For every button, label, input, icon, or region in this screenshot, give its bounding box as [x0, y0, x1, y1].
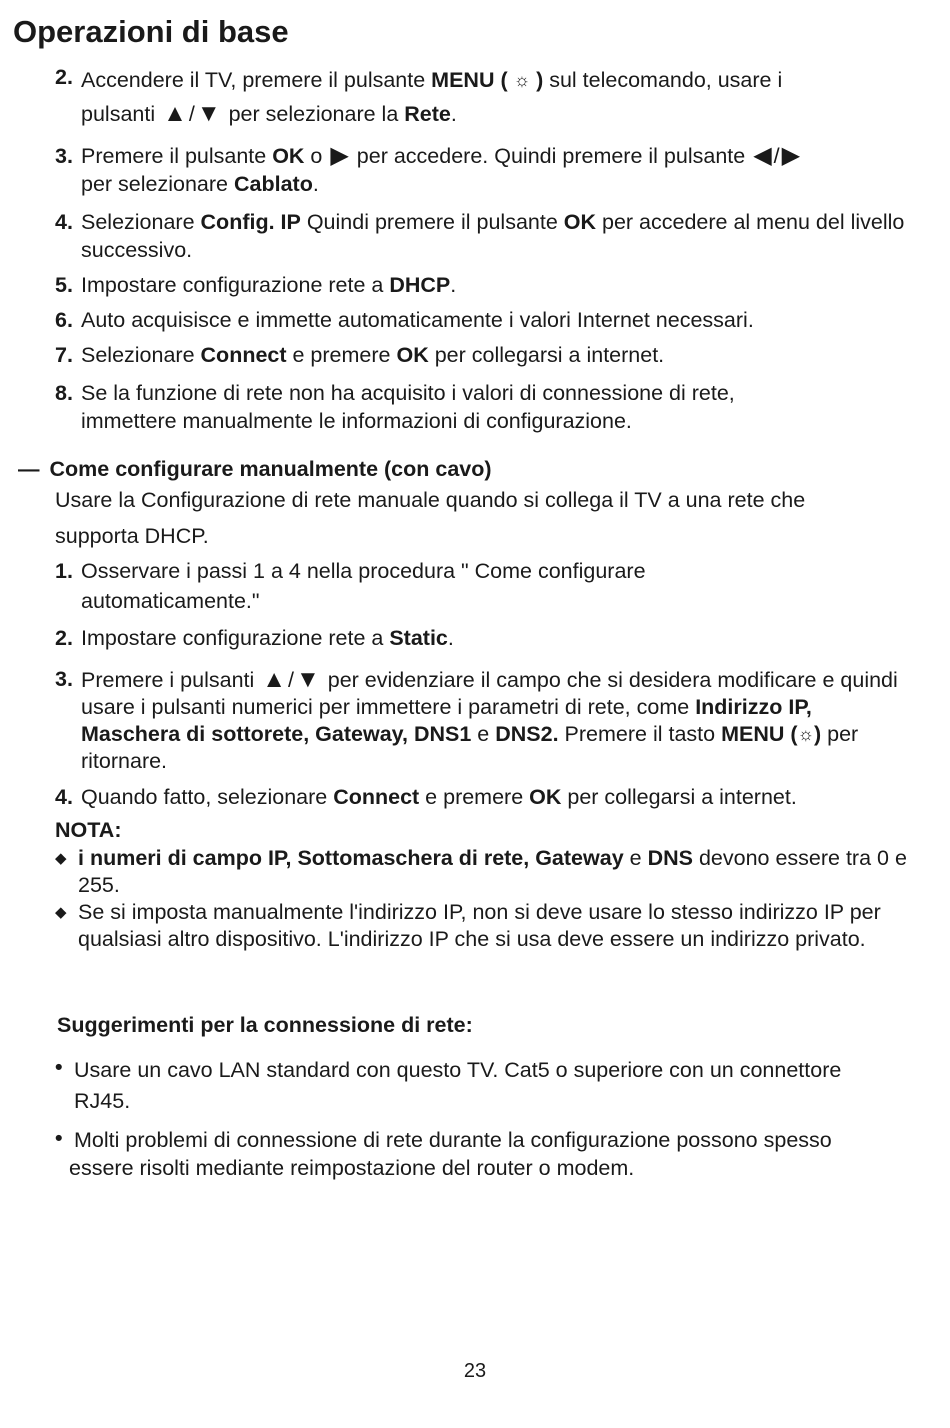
- manual-intro-line-1: Usare la Configurazione di rete manuale quando si collega il TV a una rete che: [55, 488, 806, 512]
- step-text: Premere i pulsanti ▲/▼ per evidenziare il campo che si desidera modificare e quindi usare i pulsanti numerici per immettere i parametri di rete, come Indirizzo IP, Maschera di sottorete, Gateway, DNS1 e DNS2. Premere il tasto MENU (☼) per ritornare.: [81, 666, 898, 773]
- step-number: 5.: [55, 273, 73, 297]
- step-text: Accendere il TV, premere il pulsante MENU ( ☼ ) sul telecomando, usare i pulsanti ▲/▼ per selezionare la Rete.: [81, 63, 912, 131]
- step-text: Impostare configurazione rete a DHCP.: [81, 273, 457, 297]
- up-arrow-icon: ▲: [262, 666, 287, 693]
- dash-marker: —: [18, 457, 40, 481]
- bold-term: Connect: [333, 785, 420, 809]
- bold-term: ): [814, 722, 822, 746]
- page-number: 23: [463, 1360, 487, 1382]
- step-auto-2: [55, 63, 912, 131]
- step-auto-5: [55, 271, 912, 299]
- step-number: 3.: [55, 667, 73, 691]
- bold-term: MENU (: [431, 68, 514, 92]
- bold-term: i numeri di campo IP, Sottomaschera di rete, Gateway: [78, 846, 624, 870]
- bold-term: Rete: [404, 102, 451, 126]
- note-text: Se si imposta manualmente l'indirizzo IP, non si deve usare lo stesso indirizzo IP per qualsiasi altro dispositivo. L'indirizzo IP che si usa deve essere un indirizzo privato.: [78, 900, 881, 951]
- bold-term: Config. IP: [200, 210, 301, 234]
- down-arrow-icon: ▼: [196, 100, 221, 127]
- gear-icon: ☼: [513, 70, 531, 90]
- left-arrow-icon: ◀: [753, 142, 772, 169]
- step-number: 7.: [55, 343, 73, 367]
- tip-line-2: RJ45.: [74, 1089, 131, 1113]
- tip-item: [55, 1126, 912, 1182]
- note-item: [55, 845, 912, 899]
- right-arrow-icon: ▶: [781, 142, 801, 169]
- step-auto-4: [55, 208, 912, 264]
- bold-term: OK: [563, 210, 597, 234]
- tip-line-2: essere risolti mediante reimpostazione del router o modem.: [69, 1156, 635, 1180]
- step-number: 1.: [55, 559, 73, 583]
- bullet-icon: •: [55, 1126, 63, 1150]
- right-arrow-icon: ▶: [330, 142, 349, 169]
- tip-line-1: Usare un cavo LAN standard con questo TV. Cat5 o superiore con un connettore: [74, 1058, 842, 1082]
- gear-icon: ☼: [797, 724, 814, 744]
- step-text: Premere il pulsante OK o ▶ per accedere. Quindi premere il pulsante ◀/▶ per selezionare Cablato.: [81, 142, 801, 196]
- bold-term: MENU (: [721, 722, 798, 746]
- step-text: Se la funzione di rete non ha acquisito i valori di connessione di rete, immettere manualmente le informazioni di configurazione.: [81, 381, 735, 433]
- step-number: 8.: [55, 381, 73, 405]
- note-text: i numeri di campo IP, Sottomaschera di rete, Gateway e DNS devono essere tra 0 e 255.: [78, 846, 907, 897]
- step-manual-3: [55, 666, 912, 775]
- step-number: 2.: [55, 65, 73, 89]
- step-auto-6: [55, 306, 912, 334]
- step-number: 2.: [55, 626, 73, 650]
- diamond-bullet-icon: ◆: [55, 850, 67, 867]
- step-number: 4.: [55, 210, 73, 234]
- tip-item: [55, 1055, 912, 1117]
- step-text: Auto acquisisce e immette automaticamente i valori Internet necessari.: [81, 308, 754, 332]
- bold-term: Indirizzo IP, Maschera di sottorete, Gateway, DNS1: [81, 695, 812, 746]
- up-arrow-icon: ▲: [163, 100, 187, 127]
- step-text: Osservare i passi 1 a 4 nella procedura " Come configurare automaticamente.": [81, 559, 646, 613]
- step-auto-7: [55, 341, 912, 369]
- bold-term: OK: [396, 343, 429, 367]
- step-manual-4: [55, 783, 912, 811]
- page-title: Operazioni di base: [13, 14, 289, 49]
- bold-term: ): [530, 68, 544, 92]
- bold-term: OK: [529, 785, 562, 809]
- step-auto-3: [55, 142, 912, 198]
- bold-term: Static: [389, 626, 448, 650]
- bold-term: DHCP: [389, 273, 451, 297]
- step-auto-8: [55, 379, 912, 435]
- diamond-bullet-icon: ◆: [55, 904, 67, 921]
- down-arrow-icon: ▼: [296, 666, 320, 693]
- tips-heading: Suggerimenti per la connessione di rete:: [57, 1013, 473, 1037]
- step-number: 4.: [55, 785, 73, 809]
- tip-line-1: Molti problemi di connessione di rete durante la configurazione possono spesso: [74, 1128, 832, 1152]
- step-manual-1: [55, 556, 912, 616]
- bold-term: Connect: [200, 343, 287, 367]
- step-number: 6.: [55, 308, 73, 332]
- note-item: [55, 899, 912, 953]
- step-text: Quando fatto, selezionare Connect e premere OK per collegarsi a internet.: [81, 785, 797, 809]
- manual-intro-line-2: supporta DHCP.: [55, 524, 209, 548]
- bullet-icon: •: [55, 1055, 63, 1079]
- bold-term: DNS2.: [495, 722, 559, 746]
- step-number: 3.: [55, 144, 73, 168]
- step-text: Selezionare Connect e premere OK per collegarsi a internet.: [81, 343, 665, 367]
- note-label: NOTA:: [55, 818, 122, 842]
- step-text: Selezionare Config. IP Quindi premere il pulsante OK per accedere al menu del livello successivo.: [81, 210, 905, 262]
- manual-intro: [55, 482, 912, 554]
- step-manual-2: [55, 624, 912, 652]
- section-heading-manual: [18, 455, 492, 483]
- bold-term: Cablato: [233, 172, 313, 196]
- bold-term: DNS: [647, 846, 693, 870]
- bold-term: OK: [272, 144, 305, 168]
- section-heading-text: Come configurare manualmente (con cavo): [49, 457, 492, 481]
- step-text: Impostare configurazione rete a Static.: [81, 626, 454, 650]
